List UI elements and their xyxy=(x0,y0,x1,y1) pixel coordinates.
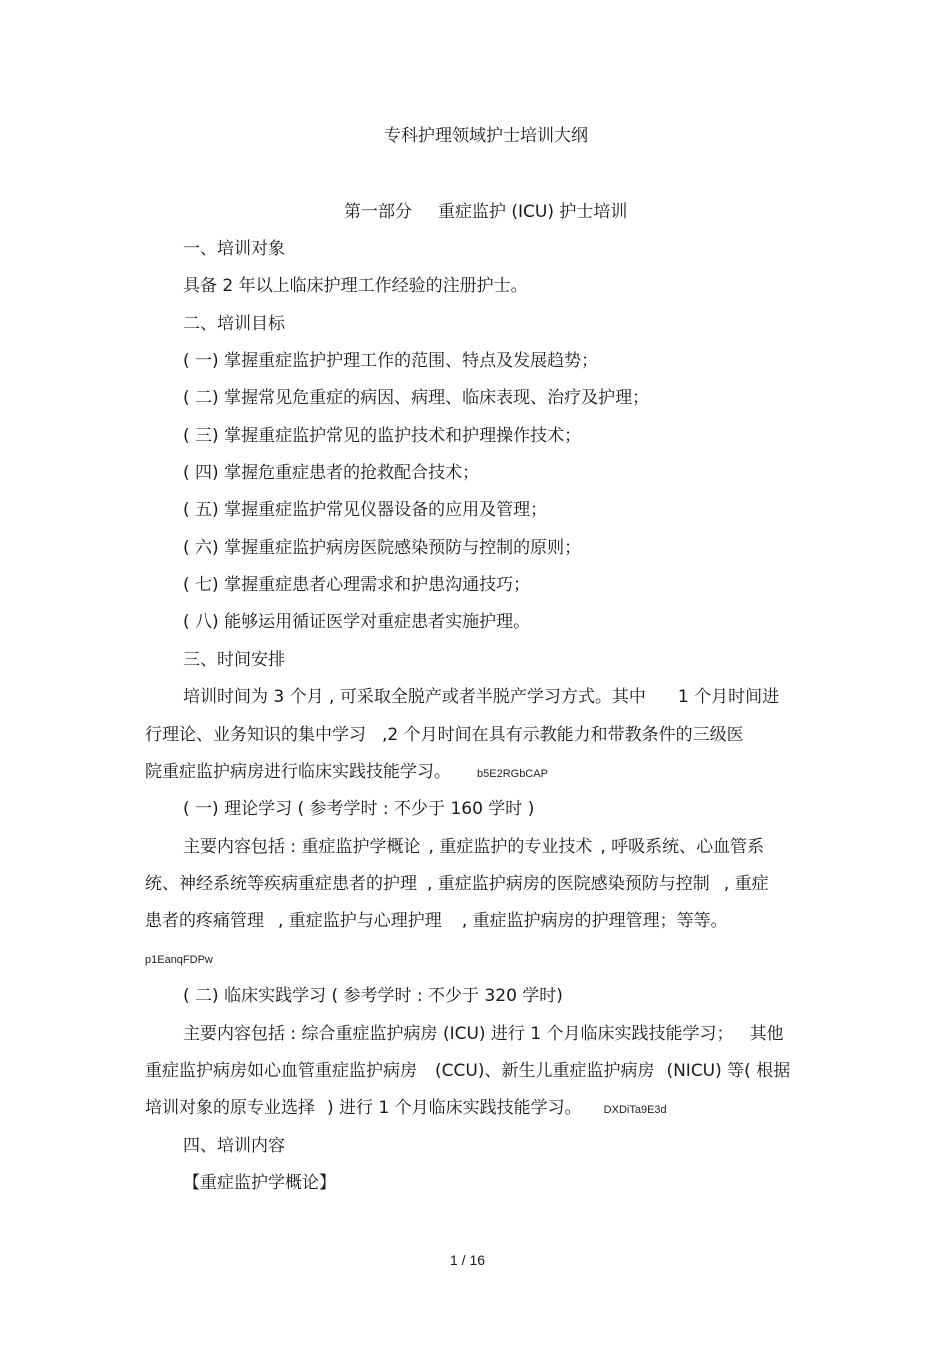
text-run: , 重症监护的专业技术 xyxy=(428,837,593,857)
text-run: (CCU)、新生儿重症监护病房 xyxy=(435,1061,655,1081)
section-1-text: 具备 2 年以上临床护理工作经验的注册护士。 xyxy=(183,276,528,296)
part-label: 第一部分 xyxy=(344,202,412,222)
text-run: , 呼吸系统、心血管系 xyxy=(600,837,765,857)
theory-line xyxy=(183,836,764,858)
text-run: ) 进行 1 个月临床实践技能学习。 xyxy=(327,1098,582,1118)
goal-item: ( 四) 掌握危重症患者的抢救配合技术； xyxy=(183,463,480,483)
text-run: , 重症 xyxy=(723,874,769,894)
schedule-paragraph-line xyxy=(145,724,744,746)
text-run: ,2 个月时间在具有示教能力和带教条件的三级医 xyxy=(382,725,744,745)
goal-item: ( 五) 掌握重症监护常见仪器设备的应用及管理； xyxy=(183,500,548,520)
goal-item: ( 八) 能够运用循证医学对重症患者实施护理。 xyxy=(183,612,531,632)
document-title: 专科护理领域护士培训大纲 xyxy=(384,126,588,146)
schedule-paragraph-line xyxy=(183,686,779,708)
goal-item: ( 三) 掌握重症监护常见的监护技术和护理操作技术； xyxy=(183,426,582,446)
theory-line xyxy=(145,873,769,895)
watermark-code: DXDiTa9E3d xyxy=(603,1104,667,1116)
watermark-code: p1EanqFDPw xyxy=(145,954,213,966)
theory-heading: ( 一) 理论学习 ( 参考学时 : 不少于 160 学时 ) xyxy=(183,799,535,819)
section-heading-3: 三、时间安排 xyxy=(183,650,285,670)
text-run: 统、神经系统等疾病重症患者的护理 xyxy=(145,874,417,894)
part-heading xyxy=(344,201,627,223)
text-run: 院重症监护病房进行临床实践技能学习。 xyxy=(145,762,451,782)
section-heading-2: 二、培训目标 xyxy=(183,314,285,334)
practice-line xyxy=(145,1097,667,1121)
practice-line xyxy=(145,1060,790,1082)
watermark-code: b5E2RGbCAP xyxy=(477,768,548,780)
subsection-heading: 【重症监护学概论】 xyxy=(183,1173,336,1193)
part-name: 重症监护 (ICU) 护士培训 xyxy=(438,202,628,222)
text-run: , 重症监护病房的医院感染预防与控制 xyxy=(427,874,710,894)
text-run: 1 个月时间进 xyxy=(677,687,780,707)
goal-item: ( 一) 掌握重症监护护理工作的范围、特点及发展趋势； xyxy=(183,351,599,371)
text-run: 行理论、业务知识的集中学习 xyxy=(145,725,366,745)
theory-line xyxy=(145,910,728,932)
text-run: 主要内容包括 : 重症监护学概论 xyxy=(183,837,421,857)
goal-item: ( 二) 掌握常见危重症的病因、病理、临床表现、治疗及护理； xyxy=(183,388,650,408)
text-run: 患者的疼痛管理 xyxy=(145,911,264,931)
text-run: 培训时间为 3 个月 , 可采取全脱产或者半脱产学习方式。其中 xyxy=(183,687,646,707)
goal-item: ( 六) 掌握重症监护病房医院感染预防与控制的原则； xyxy=(183,538,582,558)
text-run: 主要内容包括 : 综合重症监护病房 (ICU) 进行 1 个月临床实践技能学习； xyxy=(183,1024,734,1044)
text-run: 其他 xyxy=(749,1024,784,1044)
text-run: , 重症监护病房的护理管理；等等。 xyxy=(461,911,728,931)
section-heading-4: 四、培训内容 xyxy=(183,1136,285,1156)
goal-item: ( 七) 掌握重症患者心理需求和护患沟通技巧； xyxy=(183,575,531,595)
schedule-paragraph-line xyxy=(145,761,548,785)
text-run: 重症监护病房如心血管重症监护病房 xyxy=(145,1061,417,1081)
practice-heading: ( 二) 临床实践学习 ( 参考学时 : 不少于 320 学时) xyxy=(183,986,563,1006)
text-run: (NICU) 等( 根据 xyxy=(666,1061,791,1081)
text-run: , 重症监护与心理护理 xyxy=(278,911,442,931)
text-run: 培训对象的原专业选择 xyxy=(145,1098,315,1118)
practice-line xyxy=(183,1023,784,1045)
page-number: 1 / 16 xyxy=(450,1252,486,1268)
section-heading-1: 一、培训对象 xyxy=(183,239,285,259)
